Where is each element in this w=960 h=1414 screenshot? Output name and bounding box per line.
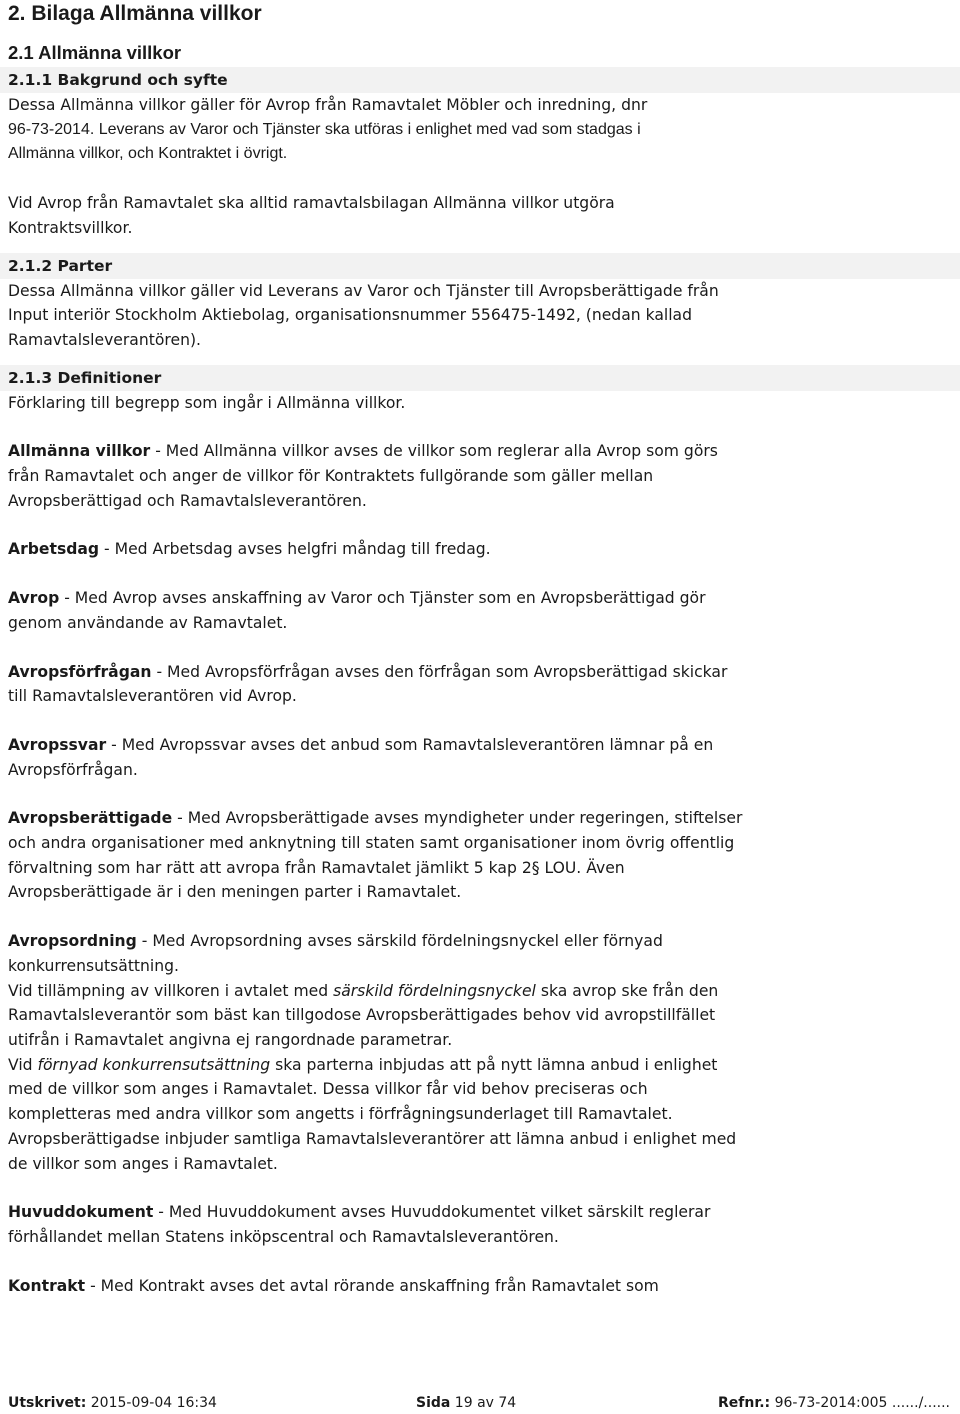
definition-item xyxy=(8,929,956,1176)
definition-text: Vid xyxy=(8,1055,38,1074)
paragraph-line: 96-73-2014. Leverans av Varor och Tjänster ska utföras i enlighet med vad som stadgas i xyxy=(8,120,641,138)
footer-label: Utskrivet: xyxy=(8,1395,87,1411)
definition-text: ska parterna inbjudas att på nytt lämna anbud i enlighet xyxy=(270,1055,718,1074)
definition-text: Avropsberättigadse inbjuder samtliga Ramavtalsleverantörer att lämna anbud i enlighet med xyxy=(8,1129,737,1148)
paragraph-line: Förklaring till begrepp som ingår i Allmänna villkor. xyxy=(8,393,406,412)
definition-text: förvaltning som har rätt att avropa från Ramavtalet jämlikt 5 kap 2§ LOU. Även xyxy=(8,858,625,877)
footer-label: Refnr.: xyxy=(718,1395,771,1411)
definition-text: kompletteras med andra villkor som angetts i förfrågningsunderlaget till Ramavtalet. xyxy=(8,1105,673,1124)
definition-text: konkurrensutsättning. xyxy=(8,956,179,975)
paragraph-line: Allmänna villkor, och Kontraktet i övrigt. xyxy=(8,145,288,163)
definition-item xyxy=(8,537,956,562)
definition-emphasis: förnyad konkurrensutsättning xyxy=(37,1055,271,1074)
definition-term: Avrop xyxy=(8,589,60,608)
subsection-title-definitions: 2.1.3 Definitioner xyxy=(0,365,960,391)
footer-value: 96-73-2014:005 ....../...... xyxy=(770,1395,950,1411)
footer-reference xyxy=(718,1392,950,1414)
definition-text: och andra organisationer med anknytning till staten samt organisationer inom övrig offentlig xyxy=(8,834,735,853)
definition-term: Kontrakt xyxy=(8,1276,86,1295)
definition-item xyxy=(8,660,956,709)
definition-item xyxy=(8,806,956,905)
subsection-title-background: 2.1.1 Bakgrund och syfte xyxy=(0,67,960,93)
definition-item xyxy=(8,1274,956,1299)
page-footer xyxy=(8,1392,956,1414)
footer-printed xyxy=(8,1392,217,1414)
definition-term: Allmänna villkor xyxy=(8,442,151,461)
definition-text: Avropsförfrågan. xyxy=(8,760,138,779)
paragraph-line: Vid Avrop från Ramavtalet ska alltid ramavtalsbilagan Allmänna villkor utgöra xyxy=(8,194,615,213)
document-page xyxy=(8,0,956,1298)
definition-text: ska avrop ske från den xyxy=(535,981,719,1000)
definition-term: Avropsförfrågan xyxy=(8,662,152,681)
definition-text: till Ramavtalsleverantören vid Avrop. xyxy=(8,687,297,706)
paragraph-line: Input interiör Stockholm Aktiebolag, organisationsnummer 556475-1492, (nedan kallad xyxy=(8,306,693,325)
definition-text: Avropsberättigad och Ramavtalsleverantören. xyxy=(8,491,367,510)
definition-term: Huvuddokument xyxy=(8,1203,154,1222)
definition-item xyxy=(8,439,956,513)
definition-list xyxy=(8,439,956,929)
paragraph-line: Ramavtalsleverantören). xyxy=(8,330,201,349)
paragraph-line: Dessa Allmänna villkor gäller vid Leverans av Varor och Tjänster till Avropsberättigade från xyxy=(8,281,719,300)
definition-item xyxy=(8,733,956,782)
definition-text: med de villkor som anges i Ramavtalet. Dessa villkor får vid behov preciseras och xyxy=(8,1080,648,1099)
definition-term: Arbetsdag xyxy=(8,540,100,559)
definition-text: - Med Avrop avses anskaffning av Varor och Tjänster som en Avropsberättigad gör xyxy=(59,589,706,608)
page-heading: 2. Bilaga Allmänna villkor xyxy=(8,2,262,25)
paragraph-line: Kontraktsvillkor. xyxy=(8,218,133,237)
definition-text: - Med Avropsförfrågan avses den förfrågan som Avropsberättigad skickar xyxy=(151,662,728,681)
definition-text: - Med Kontrakt avses det avtal rörande anskaffning från Ramavtalet som xyxy=(85,1276,659,1295)
definition-term: Avropssvar xyxy=(8,735,107,754)
definition-text: förhållandet mellan Statens inköpscentral och Ramavtalsleverantören. xyxy=(8,1227,559,1246)
footer-value: 2015-09-04 16:34 xyxy=(86,1395,217,1411)
section-heading: 2.1 Allmänna villkor xyxy=(8,42,182,63)
definition-item xyxy=(8,1200,956,1249)
definition-text: - Med Avropsberättigade avses myndigheter under regeringen, stiftelser xyxy=(172,809,743,828)
definition-term: Avropsberättigade xyxy=(8,809,173,828)
definition-text: - Med Avropsordning avses särskild fördelningsnyckel eller förnyad xyxy=(136,932,663,951)
paragraph-line: Dessa Allmänna villkor gäller för Avrop från Ramavtalet Möbler och inredning, dnr xyxy=(8,96,648,114)
definition-emphasis: särskild fördelningsnyckel xyxy=(333,981,536,1000)
definition-text: de villkor som anges i Ramavtalet. xyxy=(8,1154,278,1173)
definition-text: utifrån i Ramavtalet angivna ej rangordnade parametrar. xyxy=(8,1030,453,1049)
definition-text: Vid tillämpning av villkoren i avtalet med xyxy=(8,981,334,1000)
definition-text: - Med Huvuddokument avses Huvuddokumentet vilket särskilt reglerar xyxy=(153,1203,711,1222)
definition-item xyxy=(8,586,956,635)
definition-text: från Ramavtalet och anger de villkor för Kontraktets fullgörande som gäller mellan xyxy=(8,467,654,486)
footer-page-number xyxy=(416,1392,516,1414)
definition-text: Avropsberättigade är i den meningen parter i Ramavtalet. xyxy=(8,883,462,902)
definition-text: genom användande av Ramavtalet. xyxy=(8,613,288,632)
definition-text: Ramavtalsleverantör som bäst kan tillgodose Avropsberättigades behov vid avropstillfället xyxy=(8,1006,716,1025)
footer-value: 19 av 74 xyxy=(450,1395,517,1411)
definition-term: Avropsordning xyxy=(8,932,137,951)
definition-text: - Med Allmänna villkor avses de villkor som reglerar alla Avrop som görs xyxy=(150,442,718,461)
definition-text: - Med Avropssvar avses det anbud som Ramavtalsleverantören lämnar på en xyxy=(106,735,714,754)
subsection-title-parties: 2.1.2 Parter xyxy=(0,253,960,279)
footer-label: Sida xyxy=(416,1395,451,1411)
definition-text: - Med Arbetsdag avses helgfri måndag till fredag. xyxy=(99,540,491,559)
